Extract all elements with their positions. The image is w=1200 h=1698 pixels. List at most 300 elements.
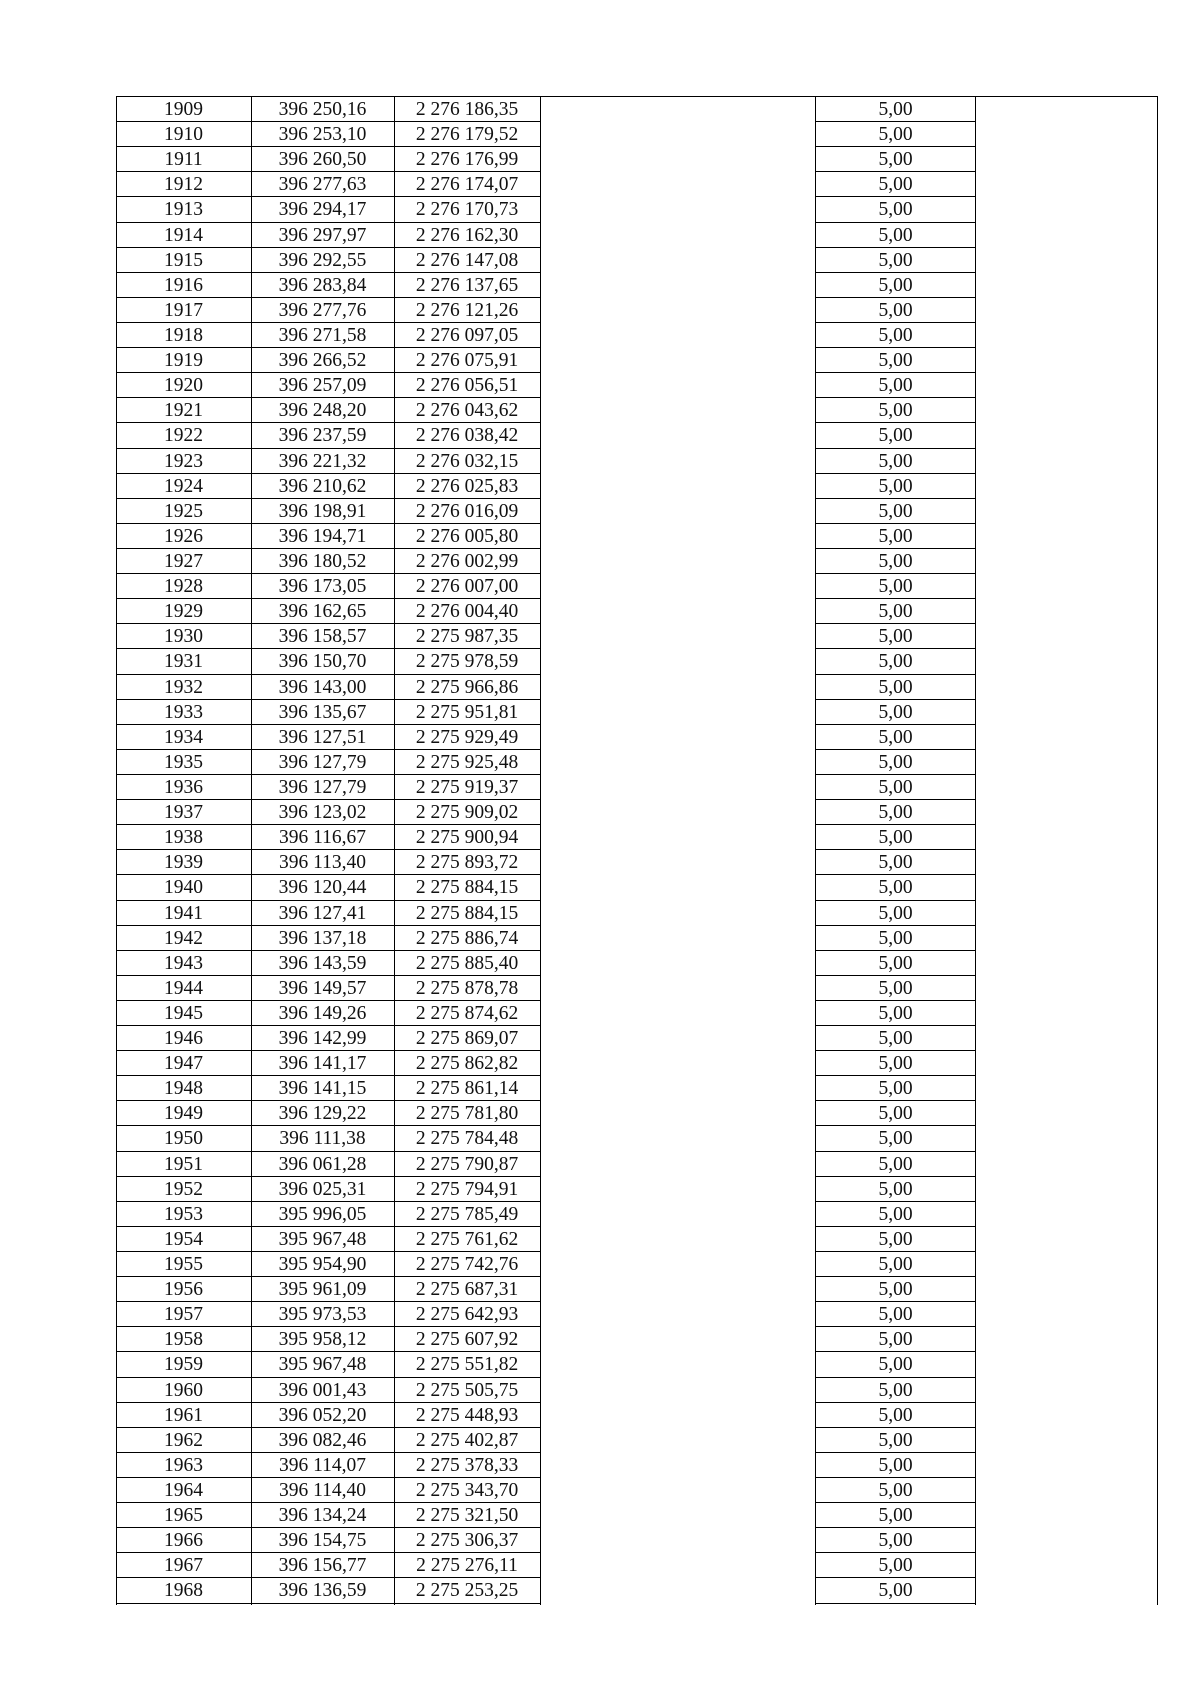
value-cell: 5,00 (878, 776, 913, 798)
y-coordinate-cell: 2 275 784,48 (415, 1128, 519, 1150)
y-coordinate-cell: 2 276 004,40 (415, 601, 519, 623)
x-coordinate-cell: 395 967,48 (278, 1354, 367, 1376)
value-cell: 5,00 (878, 902, 913, 924)
x-coordinate-cell: 396 082,46 (278, 1429, 367, 1451)
x-coordinate-cell: 396 134,24 (278, 1505, 367, 1527)
value-cell: 5,00 (878, 877, 913, 899)
y-coordinate-cell: 2 276 032,15 (415, 450, 519, 472)
table-row (116, 800, 1158, 825)
point-number-cell: 1922 (164, 425, 203, 447)
table-row (116, 1428, 1158, 1453)
x-coordinate-cell: 396 061,28 (278, 1153, 367, 1175)
x-coordinate-cell: 396 114,07 (278, 1454, 367, 1476)
y-coordinate-cell: 2 276 121,26 (415, 299, 519, 321)
table-row (116, 1578, 1158, 1603)
table-row (116, 423, 1158, 448)
x-coordinate-cell: 396 292,55 (278, 249, 367, 271)
point-number-cell: 1968 (164, 1580, 203, 1602)
value-cell: 5,00 (878, 400, 913, 422)
value-cell: 5,00 (878, 425, 913, 447)
table-row (116, 976, 1158, 1001)
point-number-cell: 1947 (164, 1053, 203, 1075)
value-cell: 5,00 (878, 1505, 913, 1527)
point-number-cell: 1932 (164, 676, 203, 698)
x-coordinate-cell: 396 221,32 (278, 450, 367, 472)
x-coordinate-cell: 396 136,59 (278, 1580, 367, 1602)
x-coordinate-cell: 396 237,59 (278, 425, 367, 447)
y-coordinate-cell: 2 275 687,31 (415, 1279, 519, 1301)
value-cell: 5,00 (878, 977, 913, 999)
point-number-cell: 1912 (164, 174, 203, 196)
value-cell: 5,00 (878, 726, 913, 748)
value-cell: 5,00 (878, 124, 913, 146)
value-cell: 5,00 (878, 1002, 913, 1024)
table-row (116, 825, 1158, 850)
x-coordinate-cell: 395 973,53 (278, 1304, 367, 1326)
value-cell: 5,00 (878, 802, 913, 824)
x-coordinate-cell: 395 961,09 (278, 1279, 367, 1301)
value-cell: 5,00 (878, 952, 913, 974)
y-coordinate-cell: 2 276 002,99 (415, 550, 519, 572)
table-row (116, 750, 1158, 775)
y-coordinate-cell: 2 275 909,02 (415, 802, 519, 824)
point-number-cell: 1934 (164, 726, 203, 748)
value-cell: 5,00 (878, 676, 913, 698)
y-coordinate-cell: 2 275 951,81 (415, 701, 519, 723)
table-row (116, 1327, 1158, 1352)
value-cell: 5,00 (878, 274, 913, 296)
table-row (116, 1453, 1158, 1478)
point-number-cell: 1955 (164, 1254, 203, 1276)
y-coordinate-cell: 2 276 170,73 (415, 199, 519, 221)
x-coordinate-cell: 396 025,31 (278, 1178, 367, 1200)
point-number-cell: 1954 (164, 1228, 203, 1250)
table-row (116, 1051, 1158, 1076)
point-number-cell: 1966 (164, 1530, 203, 1552)
point-number-cell: 1919 (164, 350, 203, 372)
table-row (116, 1001, 1158, 1026)
x-coordinate-cell: 396 173,05 (278, 576, 367, 598)
y-coordinate-cell: 2 275 929,49 (415, 726, 519, 748)
point-number-cell: 1965 (164, 1505, 203, 1527)
x-coordinate-cell: 396 001,43 (278, 1379, 367, 1401)
y-coordinate-cell: 2 276 025,83 (415, 475, 519, 497)
value-cell: 5,00 (878, 626, 913, 648)
x-coordinate-cell: 396 143,00 (278, 676, 367, 698)
y-coordinate-cell: 2 275 869,07 (415, 1028, 519, 1050)
y-coordinate-cell: 2 275 790,87 (415, 1153, 519, 1175)
point-number-cell: 1945 (164, 1002, 203, 1024)
table-row (116, 1076, 1158, 1101)
table-row (116, 1403, 1158, 1428)
x-coordinate-cell: 396 283,84 (278, 274, 367, 296)
table-row (116, 147, 1158, 172)
table-row (116, 875, 1158, 900)
table-row (116, 1026, 1158, 1051)
x-coordinate-cell: 396 120,44 (278, 877, 367, 899)
row-border (815, 1603, 976, 1604)
table-row (116, 449, 1158, 474)
y-coordinate-cell: 2 276 174,07 (415, 174, 519, 196)
table-row (116, 323, 1158, 348)
value-cell: 5,00 (878, 1480, 913, 1502)
point-number-cell: 1951 (164, 1153, 203, 1175)
point-number-cell: 1949 (164, 1103, 203, 1125)
y-coordinate-cell: 2 275 900,94 (415, 827, 519, 849)
x-coordinate-cell: 396 162,65 (278, 601, 367, 623)
table-row (116, 1227, 1158, 1252)
value-cell: 5,00 (878, 450, 913, 472)
x-coordinate-cell: 395 954,90 (278, 1254, 367, 1276)
value-cell: 5,00 (878, 1153, 913, 1175)
table-row (116, 248, 1158, 273)
x-coordinate-cell: 396 142,99 (278, 1028, 367, 1050)
value-cell: 5,00 (878, 1203, 913, 1225)
value-cell: 5,00 (878, 1530, 913, 1552)
table-row (116, 398, 1158, 423)
value-cell: 5,00 (878, 1028, 913, 1050)
x-coordinate-cell: 396 141,15 (278, 1078, 367, 1100)
x-coordinate-cell: 396 127,41 (278, 902, 367, 924)
point-number-cell: 1952 (164, 1178, 203, 1200)
table-row (116, 1478, 1158, 1503)
x-coordinate-cell: 396 271,58 (278, 324, 367, 346)
table-row (116, 926, 1158, 951)
y-coordinate-cell: 2 275 861,14 (415, 1078, 519, 1100)
y-coordinate-cell: 2 275 978,59 (415, 651, 519, 673)
x-coordinate-cell: 396 135,67 (278, 701, 367, 723)
y-coordinate-cell: 2 275 276,11 (416, 1555, 518, 1577)
table-row (116, 1528, 1158, 1553)
y-coordinate-cell: 2 275 886,74 (415, 927, 519, 949)
value-cell: 5,00 (878, 249, 913, 271)
y-coordinate-cell: 2 275 919,37 (415, 776, 519, 798)
point-number-cell: 1921 (164, 400, 203, 422)
point-number-cell: 1943 (164, 952, 203, 974)
point-number-cell: 1910 (164, 124, 203, 146)
table-row (116, 172, 1158, 197)
table-row (116, 197, 1158, 222)
y-coordinate-cell: 2 275 785,49 (415, 1203, 519, 1225)
table-row (116, 549, 1158, 574)
x-coordinate-cell: 396 111,38 (279, 1128, 366, 1150)
y-coordinate-cell: 2 276 075,91 (415, 350, 519, 372)
point-number-cell: 1909 (164, 99, 203, 120)
value-cell: 5,00 (878, 1404, 913, 1426)
y-coordinate-cell: 2 275 402,87 (415, 1429, 519, 1451)
x-coordinate-cell: 396 194,71 (278, 525, 367, 547)
table-row (116, 1126, 1158, 1151)
table-row (116, 850, 1158, 875)
table-row (116, 624, 1158, 649)
y-coordinate-cell: 2 276 005,80 (415, 525, 519, 547)
table-row (116, 223, 1158, 248)
value-cell: 5,00 (878, 751, 913, 773)
table-row (116, 1352, 1158, 1377)
x-coordinate-cell: 395 967,48 (278, 1228, 367, 1250)
table-row (116, 675, 1158, 700)
point-number-cell: 1956 (164, 1279, 203, 1301)
x-coordinate-cell: 396 123,02 (278, 802, 367, 824)
point-number-cell: 1917 (164, 299, 203, 321)
value-cell: 5,00 (878, 199, 913, 221)
table-row (116, 1202, 1158, 1227)
y-coordinate-cell: 2 275 925,48 (415, 751, 519, 773)
table-row (116, 524, 1158, 549)
y-coordinate-cell: 2 275 862,82 (415, 1053, 519, 1075)
point-number-cell: 1916 (164, 274, 203, 296)
value-cell: 5,00 (878, 827, 913, 849)
y-coordinate-cell: 2 276 147,08 (415, 249, 519, 271)
table-row (116, 725, 1158, 750)
point-number-cell: 1918 (164, 324, 203, 346)
point-number-cell: 1914 (164, 224, 203, 246)
y-coordinate-cell: 2 275 885,40 (415, 952, 519, 974)
point-number-cell: 1938 (164, 827, 203, 849)
x-coordinate-cell: 396 266,52 (278, 350, 367, 372)
point-number-cell: 1961 (164, 1404, 203, 1426)
x-coordinate-cell: 396 052,20 (278, 1404, 367, 1426)
table-row (116, 574, 1158, 599)
point-number-cell: 1959 (164, 1354, 203, 1376)
x-coordinate-cell: 396 277,76 (278, 299, 367, 321)
point-number-cell: 1946 (164, 1028, 203, 1050)
y-coordinate-cell: 2 275 966,86 (415, 676, 519, 698)
value-cell: 5,00 (878, 224, 913, 246)
x-coordinate-cell: 396 156,77 (278, 1555, 367, 1577)
table-row (116, 298, 1158, 323)
x-coordinate-cell: 396 294,17 (278, 199, 367, 221)
x-coordinate-cell: 396 180,52 (278, 550, 367, 572)
value-cell: 5,00 (878, 525, 913, 547)
point-number-cell: 1923 (164, 450, 203, 472)
y-coordinate-cell: 2 276 179,52 (415, 124, 519, 146)
point-number-cell: 1935 (164, 751, 203, 773)
table-row (116, 499, 1158, 524)
table-row (116, 599, 1158, 624)
table-row (116, 373, 1158, 398)
table-row (116, 1101, 1158, 1126)
y-coordinate-cell: 2 276 137,65 (415, 274, 519, 296)
point-number-cell: 1913 (164, 199, 203, 221)
y-coordinate-cell: 2 275 551,82 (415, 1354, 519, 1376)
value-cell: 5,00 (878, 927, 913, 949)
y-coordinate-cell: 2 275 878,78 (415, 977, 519, 999)
y-coordinate-cell: 2 276 056,51 (415, 375, 519, 397)
y-coordinate-cell: 2 275 321,50 (415, 1505, 519, 1527)
y-coordinate-cell: 2 275 893,72 (415, 852, 519, 874)
y-coordinate-cell: 2 276 016,09 (415, 500, 519, 522)
value-cell: 5,00 (878, 576, 913, 598)
point-number-cell: 1926 (164, 525, 203, 547)
table-row (116, 1553, 1158, 1578)
value-cell: 5,00 (878, 1454, 913, 1476)
x-coordinate-cell: 396 277,63 (278, 174, 367, 196)
point-number-cell: 1940 (164, 877, 203, 899)
y-coordinate-cell: 2 275 607,92 (415, 1329, 519, 1351)
table-row (116, 649, 1158, 674)
value-cell: 5,00 (878, 1354, 913, 1376)
table-row (116, 775, 1158, 800)
x-coordinate-cell: 396 149,26 (278, 1002, 367, 1024)
value-cell: 5,00 (878, 99, 913, 120)
value-cell: 5,00 (878, 1254, 913, 1276)
point-number-cell: 1911 (164, 149, 203, 171)
y-coordinate-cell: 2 275 761,62 (415, 1228, 519, 1250)
point-number-cell: 1929 (164, 601, 203, 623)
x-coordinate-cell: 396 158,57 (278, 626, 367, 648)
y-coordinate-cell: 2 275 642,93 (415, 1304, 519, 1326)
x-coordinate-cell: 396 297,97 (278, 224, 367, 246)
point-number-cell: 1927 (164, 550, 203, 572)
point-number-cell: 1948 (164, 1078, 203, 1100)
coordinates-table (116, 97, 1158, 1604)
value-cell: 5,00 (878, 1078, 913, 1100)
y-coordinate-cell: 2 275 343,70 (415, 1480, 519, 1502)
y-coordinate-cell: 2 276 176,99 (415, 149, 519, 171)
point-number-cell: 1964 (164, 1480, 203, 1502)
point-number-cell: 1937 (164, 802, 203, 824)
value-cell: 5,00 (878, 1304, 913, 1326)
y-coordinate-cell: 2 275 306,37 (415, 1530, 519, 1552)
y-coordinate-cell: 2 276 186,35 (415, 99, 519, 120)
value-cell: 5,00 (878, 601, 913, 623)
x-coordinate-cell: 396 127,79 (278, 751, 367, 773)
value-cell: 5,00 (878, 651, 913, 673)
y-coordinate-cell: 2 275 987,35 (415, 626, 519, 648)
value-cell: 5,00 (878, 1379, 913, 1401)
table-row (116, 1378, 1158, 1403)
y-coordinate-cell: 2 275 884,15 (415, 877, 519, 899)
table-row (116, 1152, 1158, 1177)
x-coordinate-cell: 396 143,59 (278, 952, 367, 974)
y-coordinate-cell: 2 276 043,62 (415, 400, 519, 422)
table-row (116, 1302, 1158, 1327)
row-border (116, 1603, 541, 1604)
x-coordinate-cell: 395 958,12 (278, 1329, 367, 1351)
point-number-cell: 1950 (164, 1128, 203, 1150)
value-cell: 5,00 (878, 1555, 913, 1577)
value-cell: 5,00 (878, 1580, 913, 1602)
x-coordinate-cell: 396 129,22 (278, 1103, 367, 1125)
y-coordinate-cell: 2 276 162,30 (415, 224, 519, 246)
point-number-cell: 1942 (164, 927, 203, 949)
table-row (116, 951, 1158, 976)
value-cell: 5,00 (878, 1103, 913, 1125)
y-coordinate-cell: 2 275 253,25 (415, 1580, 519, 1602)
x-coordinate-cell: 396 257,09 (278, 375, 367, 397)
value-cell: 5,00 (878, 375, 913, 397)
point-number-cell: 1941 (164, 902, 203, 924)
value-cell: 5,00 (878, 475, 913, 497)
point-number-cell: 1928 (164, 576, 203, 598)
point-number-cell: 1962 (164, 1429, 203, 1451)
y-coordinate-cell: 2 275 448,93 (415, 1404, 519, 1426)
x-coordinate-cell: 396 137,18 (278, 927, 367, 949)
x-coordinate-cell: 396 113,40 (278, 852, 367, 874)
x-coordinate-cell: 396 210,62 (278, 475, 367, 497)
table-row (116, 273, 1158, 298)
x-coordinate-cell: 396 114,40 (278, 1480, 367, 1502)
table-row (116, 122, 1158, 147)
point-number-cell: 1936 (164, 776, 203, 798)
point-number-cell: 1963 (164, 1454, 203, 1476)
y-coordinate-cell: 2 275 874,62 (415, 1002, 519, 1024)
point-number-cell: 1953 (164, 1203, 203, 1225)
point-number-cell: 1930 (164, 626, 203, 648)
point-number-cell: 1925 (164, 500, 203, 522)
value-cell: 5,00 (878, 299, 913, 321)
x-coordinate-cell: 396 248,20 (278, 400, 367, 422)
point-number-cell: 1958 (164, 1329, 203, 1351)
y-coordinate-cell: 2 275 781,80 (415, 1103, 519, 1125)
x-coordinate-cell: 396 198,91 (278, 500, 367, 522)
value-cell: 5,00 (878, 174, 913, 196)
table-row (116, 1177, 1158, 1202)
value-cell: 5,00 (878, 701, 913, 723)
value-cell: 5,00 (878, 350, 913, 372)
y-coordinate-cell: 2 275 884,15 (415, 902, 519, 924)
point-number-cell: 1920 (164, 375, 203, 397)
value-cell: 5,00 (878, 550, 913, 572)
point-number-cell: 1924 (164, 475, 203, 497)
y-coordinate-cell: 2 275 794,91 (415, 1178, 519, 1200)
x-coordinate-cell: 396 127,79 (278, 776, 367, 798)
point-number-cell: 1967 (164, 1555, 203, 1577)
table-row (116, 1503, 1158, 1528)
table-row (116, 348, 1158, 373)
x-coordinate-cell: 396 149,57 (278, 977, 367, 999)
table-row (116, 901, 1158, 926)
value-cell: 5,00 (878, 500, 913, 522)
x-coordinate-cell: 396 253,10 (278, 124, 367, 146)
point-number-cell: 1931 (164, 651, 203, 673)
value-cell: 5,00 (878, 1279, 913, 1301)
x-coordinate-cell: 396 250,16 (278, 99, 367, 120)
table-row (116, 474, 1158, 499)
x-coordinate-cell: 395 996,05 (278, 1203, 367, 1225)
point-number-cell: 1960 (164, 1379, 203, 1401)
value-cell: 5,00 (878, 324, 913, 346)
y-coordinate-cell: 2 275 742,76 (415, 1254, 519, 1276)
y-coordinate-cell: 2 276 097,05 (415, 324, 519, 346)
value-cell: 5,00 (878, 1329, 913, 1351)
value-cell: 5,00 (878, 1053, 913, 1075)
y-coordinate-cell: 2 276 007,00 (415, 576, 519, 598)
table-row (116, 1277, 1158, 1302)
table-row (116, 700, 1158, 725)
value-cell: 5,00 (878, 149, 913, 171)
point-number-cell: 1939 (164, 852, 203, 874)
value-cell: 5,00 (878, 1228, 913, 1250)
x-coordinate-cell: 396 127,51 (278, 726, 367, 748)
value-cell: 5,00 (878, 1429, 913, 1451)
y-coordinate-cell: 2 275 378,33 (415, 1454, 519, 1476)
point-number-cell: 1957 (164, 1304, 203, 1326)
x-coordinate-cell: 396 154,75 (278, 1530, 367, 1552)
value-cell: 5,00 (878, 1178, 913, 1200)
x-coordinate-cell: 396 150,70 (278, 651, 367, 673)
table-row (116, 1252, 1158, 1277)
x-coordinate-cell: 396 260,50 (278, 149, 367, 171)
table-row (116, 97, 1158, 122)
point-number-cell: 1944 (164, 977, 203, 999)
x-coordinate-cell: 396 116,67 (278, 827, 367, 849)
x-coordinate-cell: 396 141,17 (278, 1053, 367, 1075)
value-cell: 5,00 (878, 1128, 913, 1150)
value-cell: 5,00 (878, 852, 913, 874)
y-coordinate-cell: 2 275 505,75 (415, 1379, 519, 1401)
